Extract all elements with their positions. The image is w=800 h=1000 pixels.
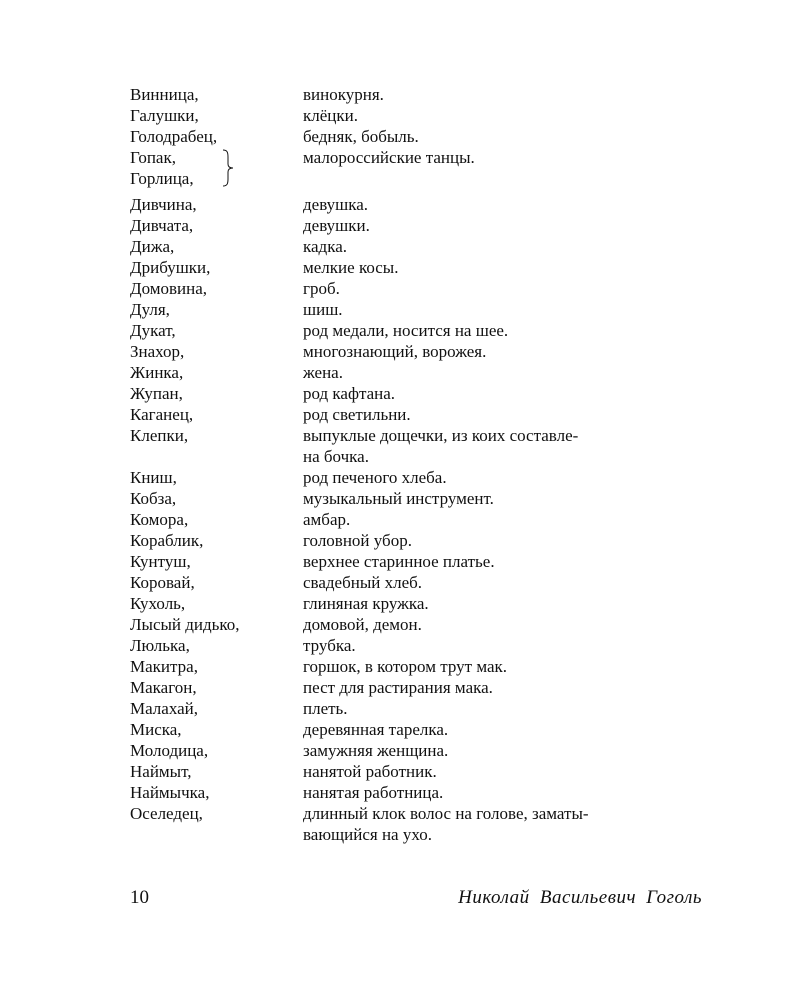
glossary-definition bbox=[303, 803, 710, 845]
group-definition: малороссийские танцы. bbox=[303, 148, 475, 167]
glossary-term: Комора, bbox=[130, 510, 189, 529]
glossary-definition bbox=[303, 105, 710, 126]
glossary-entry bbox=[130, 698, 710, 719]
glossary-term: Макагон, bbox=[130, 678, 197, 697]
glossary-definition bbox=[303, 677, 710, 698]
definition-line: амбар. bbox=[303, 510, 351, 529]
glossary-entry bbox=[130, 782, 710, 803]
definition-line: головной убор. bbox=[303, 531, 412, 550]
definition-line: музыкальный инструмент. bbox=[303, 489, 494, 508]
glossary-entry bbox=[130, 126, 710, 147]
definition-line: пест для растирания мака. bbox=[303, 678, 493, 697]
glossary-section-after bbox=[130, 194, 710, 845]
curly-brace-icon bbox=[222, 149, 234, 187]
glossary-entry bbox=[130, 551, 710, 572]
definition-line: нанятой работник. bbox=[303, 762, 437, 781]
glossary-term: Дивчина, bbox=[130, 195, 197, 214]
glossary-entry bbox=[130, 677, 710, 698]
glossary-term: Наймыт, bbox=[130, 762, 192, 781]
glossary-entry bbox=[130, 278, 710, 299]
definition-line: глиняная кружка. bbox=[303, 594, 429, 613]
definition-line: горшок, в котором трут мак. bbox=[303, 657, 508, 676]
glossary-entry bbox=[130, 803, 710, 845]
definition-line: выпуклые дощечки, из коих составле- bbox=[303, 426, 579, 445]
glossary-entry bbox=[130, 320, 710, 341]
definition-line: вающийся на ухо. bbox=[303, 825, 432, 844]
glossary bbox=[130, 84, 710, 845]
glossary-entry bbox=[130, 257, 710, 278]
glossary-definition bbox=[303, 551, 710, 572]
glossary-term: Жупан, bbox=[130, 384, 183, 403]
definition-line: длинный клок волос на голове, заматы- bbox=[303, 804, 589, 823]
group-term: Горлица, bbox=[130, 169, 194, 188]
definition-line: верхнее старинное платье. bbox=[303, 552, 495, 571]
glossary-term: Книш, bbox=[130, 468, 177, 487]
glossary-term: Дукат, bbox=[130, 321, 176, 340]
glossary-definition bbox=[303, 740, 710, 761]
definition-line: винокурня. bbox=[303, 85, 384, 104]
glossary-definition bbox=[303, 572, 710, 593]
glossary-definition bbox=[303, 236, 710, 257]
glossary-entry bbox=[130, 194, 710, 215]
group-terms bbox=[130, 147, 303, 189]
definition-line: род кафтана. bbox=[303, 384, 396, 403]
glossary-entry bbox=[130, 341, 710, 362]
glossary-entry bbox=[130, 656, 710, 677]
definition-line: род светильни. bbox=[303, 405, 411, 424]
definition-line: деревянная тарелка. bbox=[303, 720, 449, 739]
definition-line: многознающий, ворожея. bbox=[303, 342, 487, 361]
glossary-definition bbox=[303, 614, 710, 635]
definition-line: девушки. bbox=[303, 216, 370, 235]
glossary-term: Дуля, bbox=[130, 300, 170, 319]
glossary-term: Галушки, bbox=[130, 106, 199, 125]
glossary-term: Миска, bbox=[130, 720, 182, 739]
glossary-section-before bbox=[130, 84, 710, 147]
glossary-definition bbox=[303, 635, 710, 656]
definition-line: замужняя женщина. bbox=[303, 741, 449, 760]
glossary-term: Кунтуш, bbox=[130, 552, 191, 571]
glossary-entry bbox=[130, 761, 710, 782]
definition-line: домовой, демон. bbox=[303, 615, 422, 634]
glossary-definition bbox=[303, 509, 710, 530]
glossary-definition bbox=[303, 299, 710, 320]
glossary-definition bbox=[303, 593, 710, 614]
definition-line: мелкие косы. bbox=[303, 258, 399, 277]
glossary-entry bbox=[130, 299, 710, 320]
glossary-entry bbox=[130, 362, 710, 383]
glossary-entry bbox=[130, 236, 710, 257]
definition-line: бедняк, бобыль. bbox=[303, 127, 419, 146]
glossary-entry bbox=[130, 719, 710, 740]
glossary-term: Домовина, bbox=[130, 279, 208, 298]
definition-line: трубка. bbox=[303, 636, 356, 655]
glossary-definition bbox=[303, 782, 710, 803]
definition-line: жена. bbox=[303, 363, 343, 382]
glossary-term: Лысый дидько, bbox=[130, 615, 240, 634]
glossary-definition bbox=[303, 761, 710, 782]
glossary-definition bbox=[303, 341, 710, 362]
definition-line: гроб. bbox=[303, 279, 340, 298]
glossary-definition bbox=[303, 656, 710, 677]
glossary-term: Наймычка, bbox=[130, 783, 210, 802]
glossary-definition bbox=[303, 126, 710, 147]
definition-line: клёцки. bbox=[303, 106, 358, 125]
glossary-term: Жинка, bbox=[130, 363, 184, 382]
glossary-definition bbox=[303, 194, 710, 215]
definition-line: свадебный хлеб. bbox=[303, 573, 423, 592]
running-author: Николай Васильевич Гоголь bbox=[458, 887, 702, 908]
definition-line: шиш. bbox=[303, 300, 343, 319]
group-term: Гопак, bbox=[130, 148, 176, 167]
glossary-definition bbox=[303, 362, 710, 383]
glossary-term: Винница, bbox=[130, 85, 199, 104]
glossary-entry bbox=[130, 572, 710, 593]
definition-line: плеть. bbox=[303, 699, 348, 718]
glossary-definition bbox=[303, 719, 710, 740]
glossary-term: Дрибушки, bbox=[130, 258, 211, 277]
glossary-definition bbox=[303, 698, 710, 719]
glossary-term: Дивчата, bbox=[130, 216, 194, 235]
glossary-entry bbox=[130, 635, 710, 656]
glossary-definition bbox=[303, 383, 710, 404]
glossary-term: Голодрабец, bbox=[130, 127, 218, 146]
glossary-definition bbox=[303, 404, 710, 425]
definition-line: род печеного хлеба. bbox=[303, 468, 447, 487]
glossary-entry bbox=[130, 383, 710, 404]
glossary-entry bbox=[130, 215, 710, 236]
glossary-definition bbox=[303, 257, 710, 278]
glossary-term: Макитра, bbox=[130, 657, 198, 676]
glossary-term: Клепки, bbox=[130, 426, 189, 445]
glossary-definition bbox=[303, 84, 710, 105]
glossary-entry bbox=[130, 84, 710, 105]
glossary-definition bbox=[303, 488, 710, 509]
glossary-term: Оселедец, bbox=[130, 804, 203, 823]
definition-line: кадка. bbox=[303, 237, 347, 256]
glossary-entry bbox=[130, 425, 710, 467]
definition-line: род медали, носится на шее. bbox=[303, 321, 509, 340]
definition-line: на бочка. bbox=[303, 447, 369, 466]
glossary-entry bbox=[130, 614, 710, 635]
glossary-entry bbox=[130, 404, 710, 425]
glossary-entry bbox=[130, 740, 710, 761]
glossary-term: Малахай, bbox=[130, 699, 199, 718]
glossary-term: Каганец, bbox=[130, 405, 194, 424]
glossary-definition bbox=[303, 320, 710, 341]
glossary-term: Дижа, bbox=[130, 237, 175, 256]
glossary-definition bbox=[303, 425, 710, 467]
glossary-entry bbox=[130, 593, 710, 614]
glossary-term: Знахор, bbox=[130, 342, 185, 361]
definition-line: нанятая работница. bbox=[303, 783, 444, 802]
glossary-term: Люлька, bbox=[130, 636, 190, 655]
glossary-term: Кухоль, bbox=[130, 594, 186, 613]
glossary-entry bbox=[130, 467, 710, 488]
glossary-entry bbox=[130, 530, 710, 551]
glossary-term: Кобза, bbox=[130, 489, 177, 508]
glossary-definition bbox=[303, 530, 710, 551]
glossary-term: Коровай, bbox=[130, 573, 195, 592]
glossary-entry bbox=[130, 509, 710, 530]
glossary-definition bbox=[303, 467, 710, 488]
glossary-entry bbox=[130, 488, 710, 509]
glossary-definition bbox=[303, 215, 710, 236]
glossary-term: Кораблик, bbox=[130, 531, 204, 550]
glossary-group-entry bbox=[130, 147, 710, 189]
page-number: 10 bbox=[130, 887, 149, 908]
glossary-definition bbox=[303, 278, 710, 299]
definition-line: девушка. bbox=[303, 195, 369, 214]
glossary-term: Молодица, bbox=[130, 741, 209, 760]
glossary-entry bbox=[130, 105, 710, 126]
